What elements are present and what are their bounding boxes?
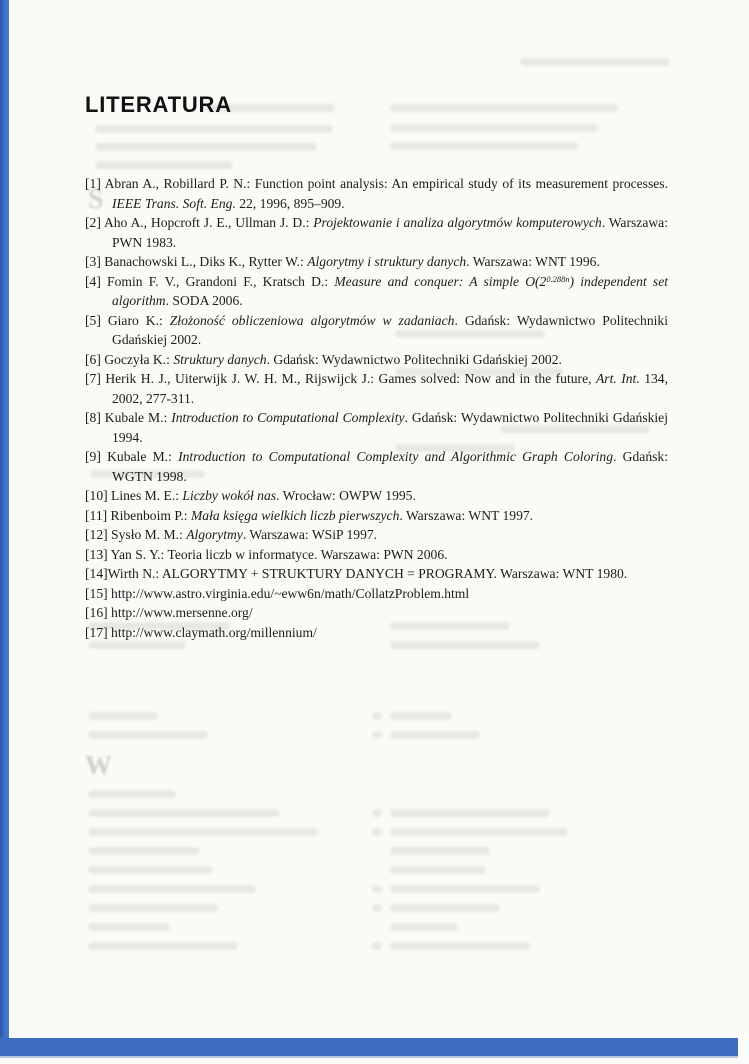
reference-text-segment: Złożoność obliczeniowa algorytmów w zadaniach: [169, 312, 455, 328]
reference-item: [85, 350, 668, 370]
reference-text-segment: [8] Kubale M.:: [85, 410, 172, 425]
bleed-through-line: [390, 942, 530, 950]
bleed-through-line: [88, 847, 200, 855]
bleed-through-line: [372, 942, 382, 950]
bleed-through-line: [390, 923, 458, 931]
reference-text-segment: [6] Goczyła K.:: [85, 351, 174, 367]
reference-text-segment: [3] Banachowski L., Diks K., Rytter W.:: [85, 254, 308, 269]
bleed-through-line: [390, 847, 490, 855]
reference-text-segment: Algorytmy i struktury danych: [307, 254, 467, 269]
bleed-through-line: [390, 809, 550, 817]
reference-text-segment: Art. Int.: [595, 371, 640, 386]
reference-text-segment: [15] http://www.astro.virginia.edu/~eww6n/math/CollatzProblem.html: [85, 585, 470, 601]
reference-item: [85, 174, 668, 213]
reference-text-segment: Introduction to Computational Complexity and Algorithmic Graph Coloring: [178, 449, 614, 464]
reference-item: [85, 603, 668, 623]
reference-item: [85, 486, 668, 506]
reference-text-segment: . SODA 2006.: [165, 293, 243, 308]
reference-text-segment: [16] http://www.mersenne.org/: [85, 605, 253, 620]
bleed-through-line: [372, 712, 382, 720]
reference-item: [85, 311, 668, 350]
bleed-through-line: [88, 731, 208, 739]
bleed-through-line: [390, 828, 568, 836]
reference-text-segment: ) independent set algorithm: [112, 273, 669, 308]
reference-text-segment: . Warszawa: WNT 1996.: [466, 254, 600, 269]
reference-text-segment: . Warszawa: PWN 1983.: [112, 215, 668, 250]
reference-text-segment: IEEE Trans. Soft. Eng.: [112, 195, 236, 211]
bleed-through-line: [390, 712, 452, 720]
reference-item: [85, 408, 668, 447]
bleed-through-line: [88, 712, 158, 720]
reference-text-segment: [14]Wirth N.: ALGORYTMY + STRUKTURY DANYCH = PROGRAMY. Warszawa: WNT 1980.: [85, 566, 628, 581]
reference-text-segment: . Gdańsk: Wydawnictwo Politechniki Gdańskiej 2002.: [112, 312, 668, 347]
bleed-through-line: [520, 58, 670, 66]
reference-item: [85, 525, 668, 545]
reference-text-segment: Measure and conquer: A simple O(2: [334, 273, 547, 289]
reference-text-segment: Liczby wokół nas: [182, 488, 277, 503]
reference-text-segment: [11] Ribenboim P.:: [85, 507, 191, 523]
reference-text-segment: [12] Sysło M. M.:: [85, 527, 187, 542]
reference-item: [85, 545, 668, 565]
reference-text-segment: [13] Yan S. Y.: Teoria liczb w informatyce. Warszawa: PWN 2006.: [85, 546, 448, 562]
reference-text-segment: 134, 2002, 277-311.: [112, 371, 668, 406]
reference-text-segment: . Wrocław: OWPW 1995.: [276, 488, 416, 503]
reference-text-segment: . Gdańsk: Wydawnictwo Politechniki Gdańskiej 2002.: [266, 351, 562, 367]
bleed-through-line: [88, 809, 280, 817]
bleed-through-line: [390, 885, 540, 893]
reference-text-segment: [1] Abran A., Robillard P. N.: Function point analysis: An empirical study of its measurement processes.: [85, 176, 668, 191]
bleed-through-line: [88, 641, 186, 649]
reference-item: [85, 272, 668, 311]
bleed-through-line: [88, 904, 218, 912]
bleed-through-line: [88, 885, 256, 893]
reference-text-segment: . Gdańsk: WGTN 1998.: [112, 449, 668, 484]
reference-text-segment: Introduction to Computational Complexity: [171, 410, 405, 425]
reference-text-segment: . Warszawa: WNT 1997.: [399, 507, 534, 523]
bleed-through-line: [372, 885, 382, 893]
bleed-through-letter: S: [88, 184, 104, 215]
reference-text-segment: . Gdańsk: Wydawnictwo Politechniki Gdańskiej 1994.: [112, 410, 668, 445]
bleed-through-line: [88, 942, 238, 950]
reference-item: [85, 447, 668, 486]
bleed-through-line: [372, 809, 382, 817]
reference-text-segment: 22, 1996, 895–909.: [235, 195, 345, 211]
reference-text-segment: [7] Herik H. J., Uiterwijk J. W. H. M., Rijswijck J.: Games solved: Now and in the future,: [85, 371, 596, 386]
reference-item: [85, 623, 668, 643]
reference-text-segment: [9] Kubale M.:: [85, 449, 179, 464]
reference-text-segment: [5] Giaro K.:: [85, 312, 170, 328]
reference-text-segment: Struktury danych: [173, 351, 267, 367]
reference-text-segment: Algorytmy: [186, 527, 243, 542]
reference-item: [85, 369, 668, 408]
book-edge-left: [0, 0, 9, 1048]
reference-item: [85, 564, 668, 584]
bleed-through-line: [390, 641, 540, 649]
reference-text-segment: [2] Aho A., Hopcroft J. E., Ullman J. D.:: [85, 215, 314, 230]
bleed-through-line: [88, 923, 170, 931]
reference-text-segment: [17] http://www.claymath.org/millennium/: [85, 624, 317, 640]
reference-text-segment: [4] Fomin F. V., Grandoni F., Kratsch D.:: [85, 273, 335, 289]
reference-item: [85, 584, 668, 604]
reference-item: [85, 213, 668, 252]
book-edge-corner: [738, 1038, 749, 1064]
bleed-through-line: [390, 731, 480, 739]
reference-text-segment: Mała księga wielkich liczb pierwszych: [190, 507, 400, 523]
bleed-through-line: [88, 866, 212, 874]
reference-text-segment: . Warszawa: WSiP 1997.: [242, 527, 378, 542]
reference-text-segment: [10] Lines M. E.:: [85, 488, 183, 503]
bleed-through-line: [390, 904, 500, 912]
reference-list: [85, 174, 668, 642]
book-edge-bottom: [0, 1038, 738, 1056]
bleed-through-letter: W: [85, 750, 112, 780]
bleed-through-line: [372, 828, 382, 836]
page-content: [85, 92, 668, 642]
reference-item: [85, 252, 668, 272]
bleed-through-line: [372, 904, 382, 912]
page-title: LITERATURA: [85, 92, 232, 117]
reference-text-segment: Projektowanie i analiza algorytmów komputerowych: [313, 215, 602, 230]
bleed-through-line: [88, 790, 176, 798]
bleed-through-line: [88, 828, 318, 836]
bleed-through-line: [372, 731, 382, 739]
reference-item: [85, 506, 668, 526]
reference-text-segment: 0.288n: [546, 273, 570, 284]
bleed-through-line: [390, 866, 486, 874]
